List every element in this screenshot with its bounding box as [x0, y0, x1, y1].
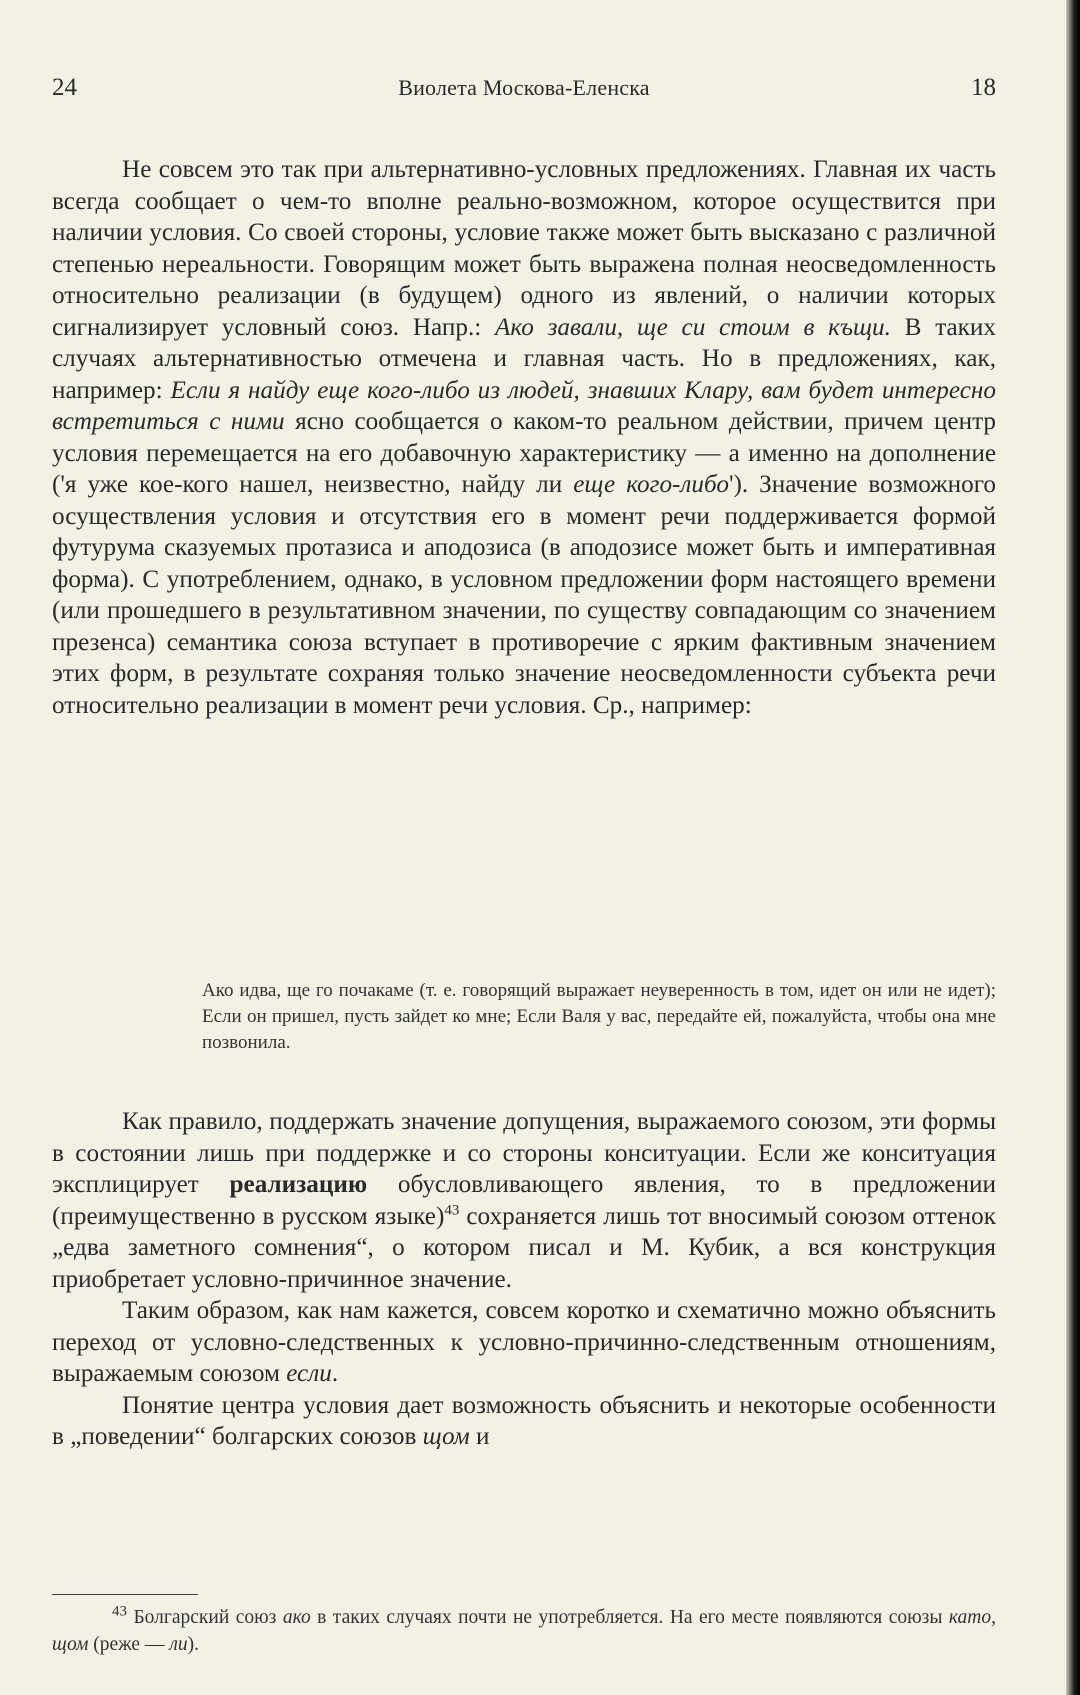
left-page-number: 24 — [52, 74, 77, 101]
paragraph-2: Как правило, поддержать значение допущения, выражаемого союзом, эти формы в состоянии лишь при поддержке и со стороны конситуации. Если же конситуация эксплицирует реализацию обусловливающего явления, то в предложении (преимущественно в русском языке)$^{43}$ сохраняется лишь тот вносимый союзом оттенок „едва заметного сомнения“, о котором писал и М. Кубик, а вся конструкция приобретает условно-причинное значение. — [52, 1108, 997, 1293]
main-text-continued — [52, 1106, 996, 1453]
main-text — [52, 154, 996, 721]
page-binding-edge — [1066, 0, 1080, 1695]
paragraph-3: Таким образом, как нам кажется, совсем коротко и схематично можно объяснить переход от условно-следственных к условно-причинно-следственным отношениям, выражаемым союзом если. — [52, 1297, 996, 1387]
running-header — [52, 70, 996, 106]
right-page-number: 18 — [970, 74, 996, 101]
footnote: $^{43}$ Болгарский союз ако в таких случаях почти не употребляется. На его месте появляются союзы като, щом (реже — ли). — [52, 1603, 997, 1655]
running-head-author: Виолета Москова-Еленска — [398, 75, 650, 100]
russian-example: Если я найду еще кого-либо из людей, знавших Клару, вам будет интересно встретиться с ними — [52, 376, 997, 435]
footnote-ref: 43 — [444, 1202, 460, 1219]
paragraph-4: Понятие центра условия дает возможность объяснить и некоторые особенности в „поведении“ болгарских союзов щом и — [52, 1391, 996, 1450]
bulgarian-example: Ако завали, ще си стоим в къщи. — [495, 313, 891, 341]
footnote-rule — [52, 1594, 198, 1595]
paragraph-1: Не совсем это так при альтернативно-условных предложениях. Главная их часть всегда сообщает о чем-то вполне реально-возможном, которое осуществится при наличии условия. Со своей стороны, условие также может быть высказано с различной степенью нереальности. Говорящим может быть выражена полная неосведомленность относительно реализации (в будущем) одного из явлений, о наличии которых сигнализирует условный союз. Напр.: Ако завали, ще си стоим в къщи. В таких случаях альтернативностью отмечена и главная часть. Но в предложениях, как, например: Если я найду еще кого-либо из людей, знавших Клару, вам будет интересно встретиться с ними ясно сообщается о каком-то реальном действии, причем центр условия перемещается на его добавочную характеристику — а именно на дополнение ('я уже кое-кого нашел, неизвестно, найду ли еще кого-либо'). Значение возможного осуществления условия и отсутствия его в момент речи поддерживается формой футурума сказуемых протазиса и аподозиса (в аподозисе может быть и императивная форма). С употреблением, однако, в условном предложении форм настоящего времени (или прошедшего в результативном значении, по существу совпадающим со значением презенса) семантика союза вступает в противоречие с ярким фактивным значением этих форм, в результате сохраняя только значение неосведомленности субъекта речи относительно реализации в момент речи условия. Ср., например: — [52, 156, 997, 719]
example-block: Ако идва, ще го почакаме (т. е. говорящий выражает неуверенность в том, идет он или не идет); Если он пришел, пусть зайдет ко мне; Если Валя у вас, передайте ей, пожалуйста, чтобы она мне позвонила. — [202, 980, 996, 1053]
footnote-number: 43 — [112, 1603, 127, 1620]
